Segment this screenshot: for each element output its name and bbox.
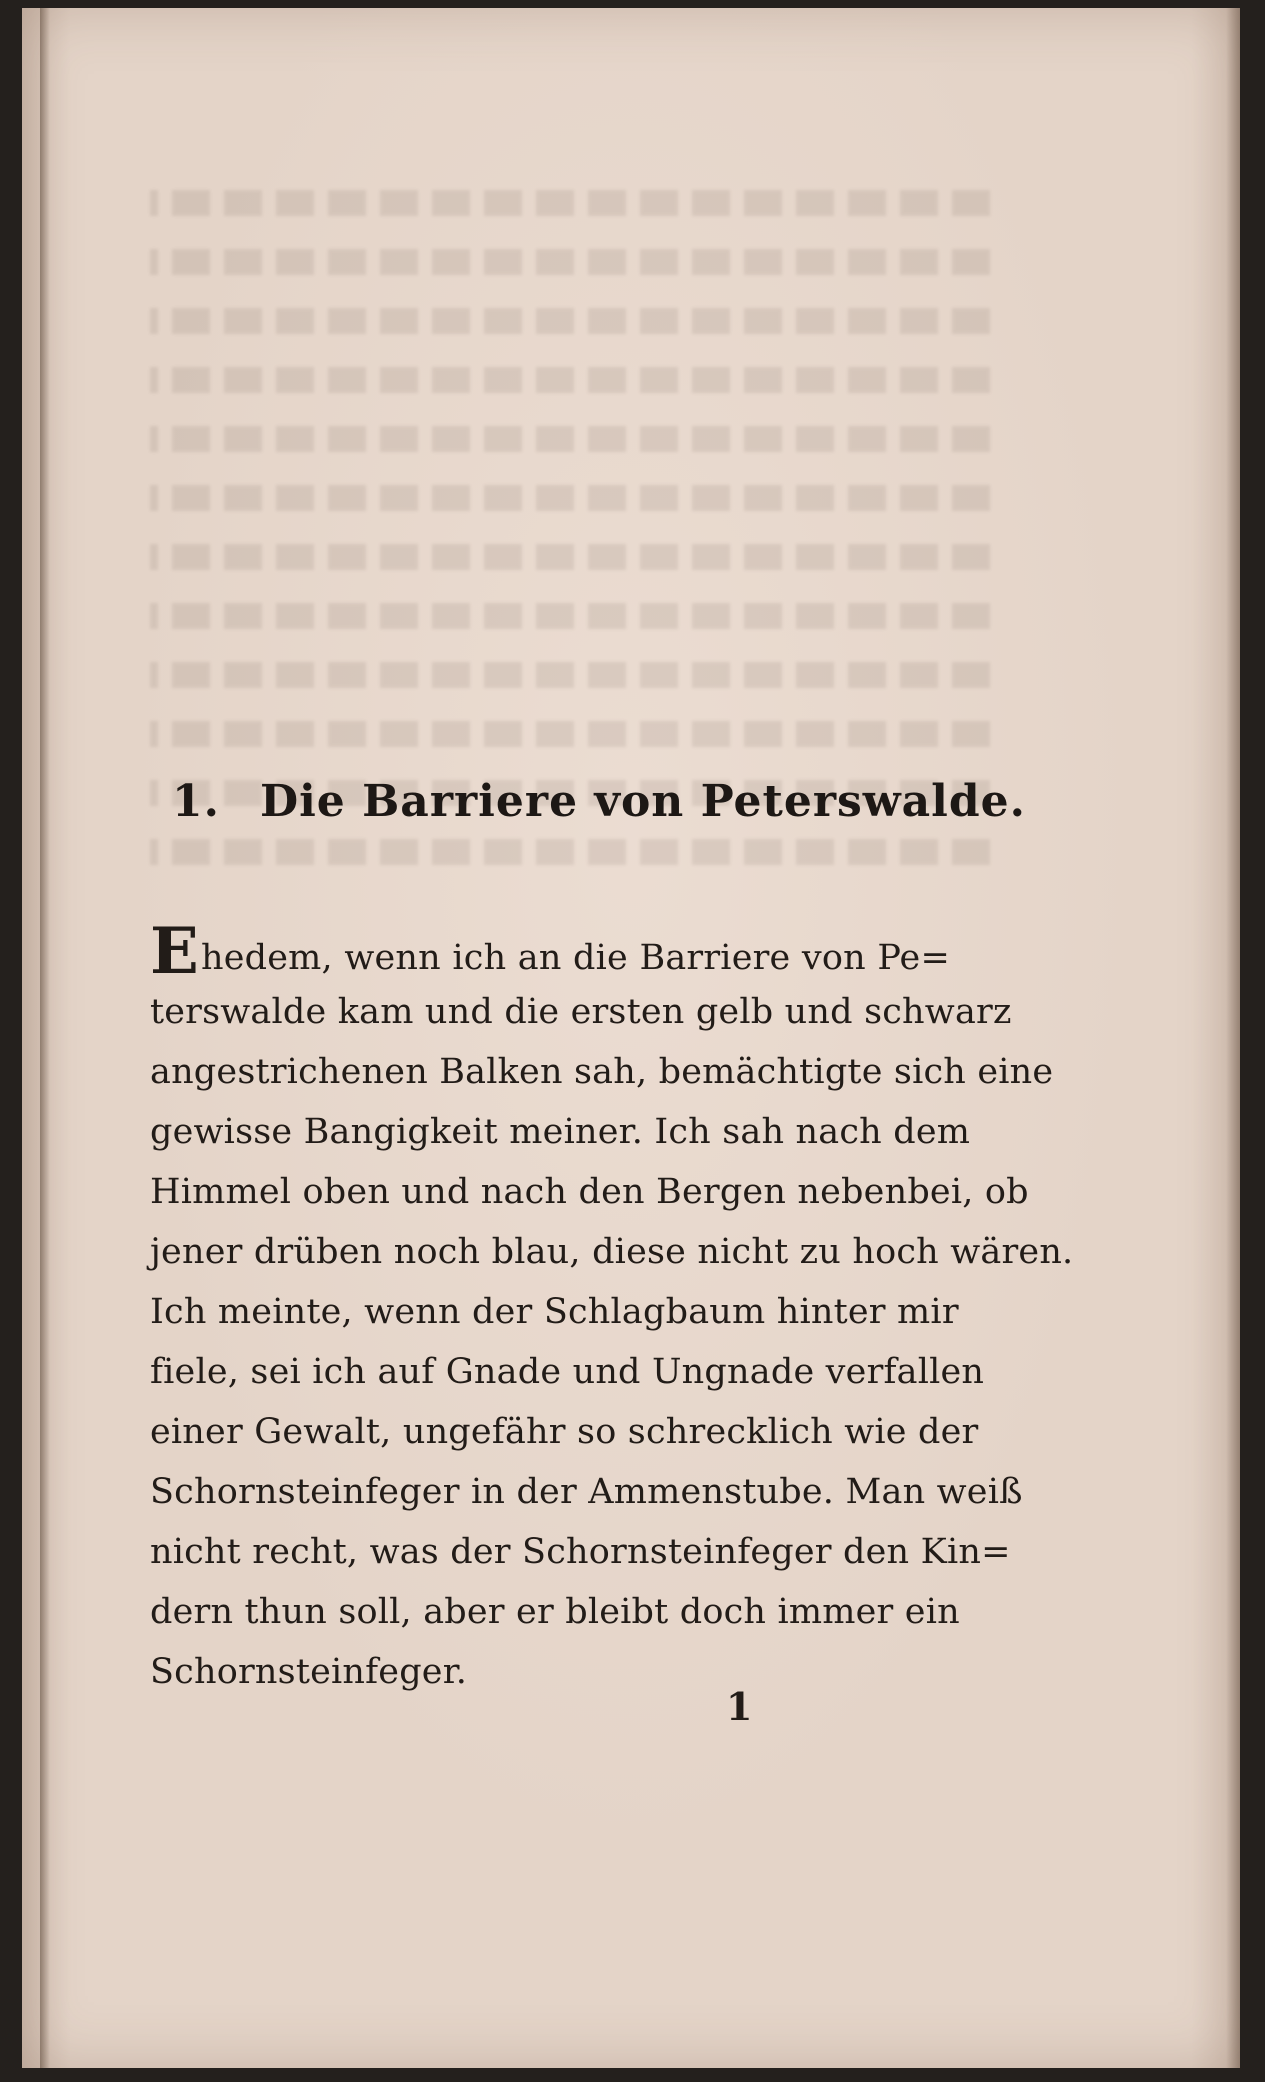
page-number: 1: [726, 1684, 753, 1729]
text-line: angestrichenen Balken sah, bemächtigte sich eine: [150, 1052, 1054, 1092]
text-line: fiele, sei ich auf Gnade und Ungnade verfallen: [150, 1352, 985, 1392]
text-line: nicht recht, was der Schornsteinfeger den Kin=: [150, 1532, 1011, 1572]
chapter-title: Die Barriere von Peterswalde.: [259, 776, 1026, 827]
text-line: Ich meinte, wenn der Schlagbaum hinter mir: [150, 1292, 959, 1332]
text-line: gewisse Bangigkeit meiner. Ich sah nach dem: [150, 1112, 971, 1152]
text-line: einer Gewalt, ungefähr so schrecklich wie der: [150, 1412, 979, 1452]
text-line: jener drüben noch blau, diese nicht zu hoch wären.: [150, 1232, 1074, 1272]
page-edge: [1226, 8, 1240, 2068]
text-line: terswalde kam und die ersten gelb und schwarz: [150, 992, 1012, 1032]
text-line: Schornsteinfeger.: [150, 1652, 468, 1692]
drop-initial: E: [150, 914, 199, 989]
text-line: Himmel oben und nach den Bergen nebenbei, ob: [150, 1172, 1029, 1212]
chapter-heading: [172, 776, 1026, 827]
text-line: dern thun soll, aber er bleibt doch immer ein: [150, 1592, 960, 1632]
chapter-number: 1.: [172, 776, 220, 827]
body-paragraph: [150, 912, 1074, 1702]
text-line: Ehedem, wenn ich an die Barriere von Pe=: [150, 914, 950, 989]
text-line: Schornsteinfeger in der Ammenstube. Man weiß: [150, 1472, 1023, 1512]
binding-gutter: [40, 8, 50, 2068]
